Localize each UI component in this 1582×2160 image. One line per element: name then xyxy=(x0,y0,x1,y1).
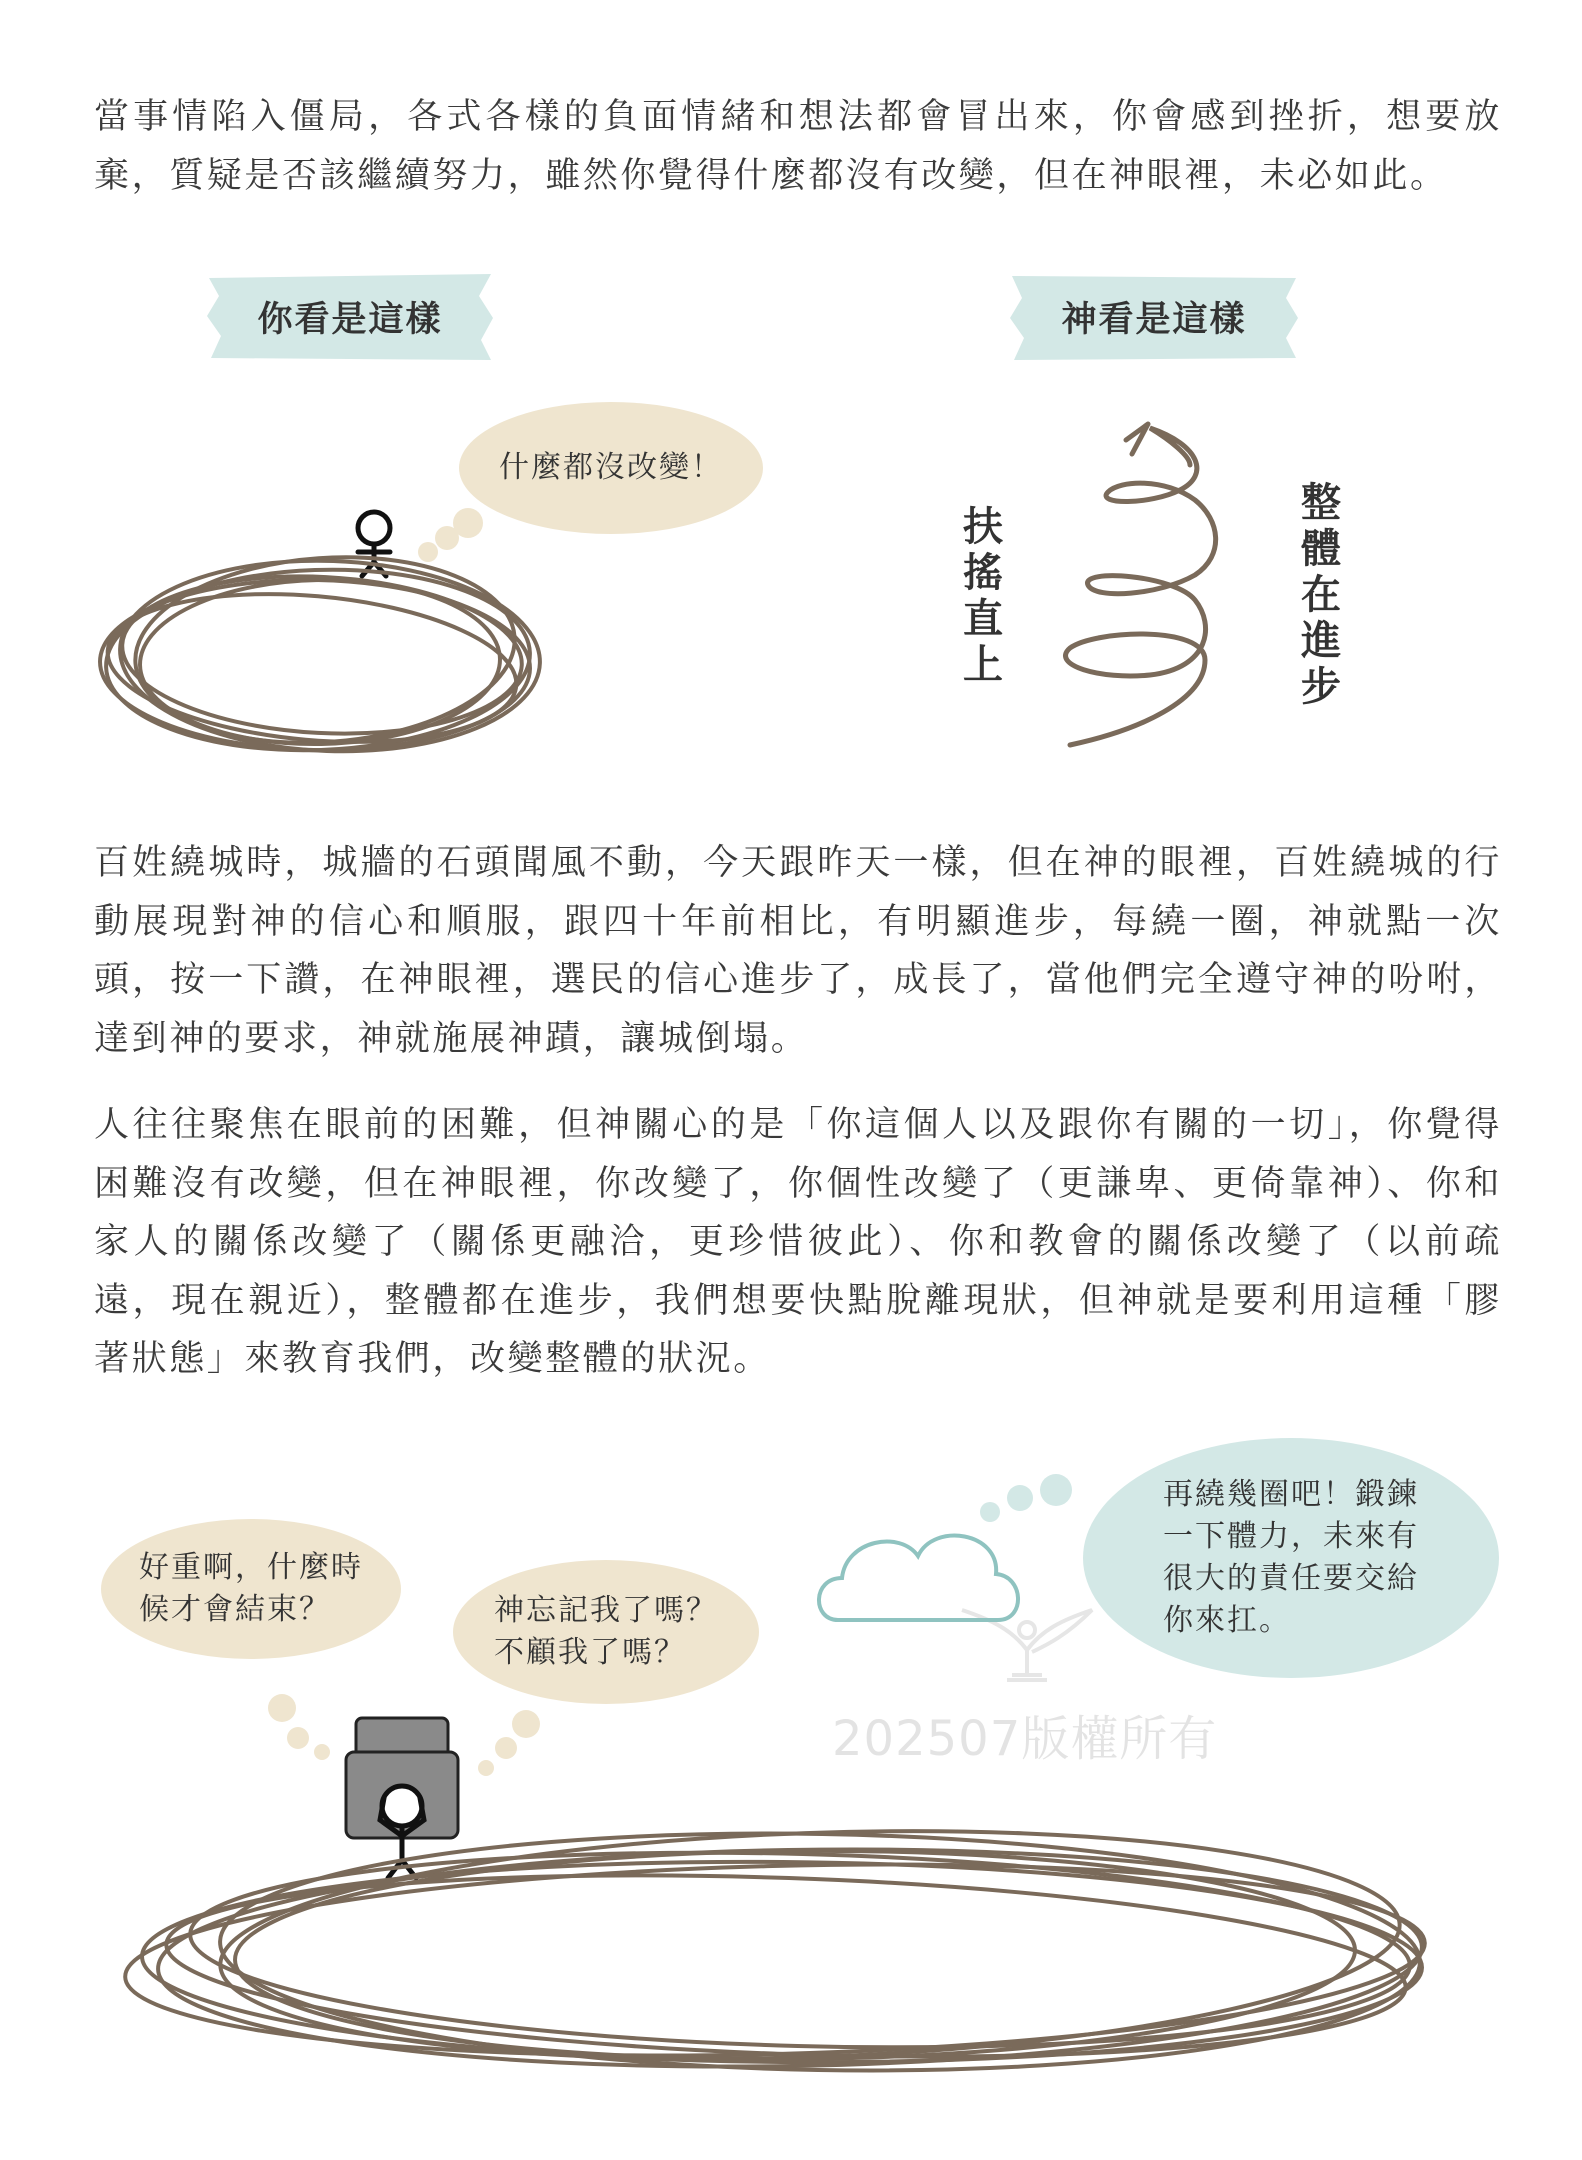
speech-bubble-forgotten xyxy=(452,1558,760,1706)
vertical-char: 步 xyxy=(1301,664,1341,710)
speech-bubble-no-change xyxy=(458,400,764,536)
vertical-char: 體 xyxy=(1301,526,1341,572)
scribble-circle-small xyxy=(99,545,544,758)
upward-spiral xyxy=(1065,424,1215,745)
label-you-see xyxy=(205,272,495,362)
thought-dot xyxy=(314,1744,330,1760)
vertical-char: 直 xyxy=(963,596,1003,642)
thought-dot xyxy=(495,1737,517,1759)
city-walk-paragraph: 百姓繞城時，城牆的石頭聞風不動，今天跟昨天一樣，但在神的眼裡，百姓繞城的行動展現對神的信心和順服，跟四十年前相比，有明顯進步，每繞一圈，神就點一次頭，按一下讚，在神眼裡，選民的信心進步了，成長了，當他們完全遵守神的吩咐，達到神的要求，神就施展神蹟，讓城倒塌。 xyxy=(94,843,1502,1059)
stick-figure-small xyxy=(358,512,390,576)
scribble-circle-large xyxy=(123,1812,1427,2080)
intro-paragraph: 當事情陷入僵局，各式各樣的負面情緒和想法都會冒出來，你會感到挫折，想要放棄，質疑是否該繼續努力，雖然你覺得什麼都沒有改變，但在神眼裡，未必如此。 xyxy=(94,97,1502,196)
copyright-watermark xyxy=(832,1700,1217,1769)
bubble-line: 好重啊，什麼時 xyxy=(139,1550,363,1585)
bubble-text: 什麼都沒改變！ xyxy=(499,450,723,485)
watermark-text: 202507版權所有 xyxy=(832,1711,1218,1767)
bubble-line: 神忘記我了嗎？ xyxy=(494,1593,718,1628)
label-you-see-text: 你看是這樣 xyxy=(257,300,443,340)
thought-dot xyxy=(268,1694,296,1722)
vertical-char: 上 xyxy=(963,642,1003,688)
speech-bubble-heavy xyxy=(100,1518,402,1660)
vertical-char: 進 xyxy=(1301,618,1341,664)
bubble-line: 你來扛。 xyxy=(1163,1603,1291,1638)
label-god-sees xyxy=(1008,272,1300,362)
bubble-line: 很大的責任要交給 xyxy=(1163,1561,1419,1596)
label-god-sees-text: 神看是這樣 xyxy=(1061,300,1247,340)
bubble-line: 一下體力，未來有 xyxy=(1163,1519,1419,1554)
thought-dot xyxy=(512,1710,540,1738)
vertical-text-soaring xyxy=(960,504,1006,688)
thought-dot xyxy=(980,1502,1000,1522)
thought-dot xyxy=(1007,1485,1033,1511)
thought-dot xyxy=(418,542,438,562)
thought-dot xyxy=(478,1760,494,1776)
vertical-char: 搖 xyxy=(963,550,1003,596)
vertical-text-progress xyxy=(1298,480,1344,710)
thought-dot xyxy=(435,526,459,550)
bubble-line: 再繞幾圈吧！鍛鍊 xyxy=(1163,1477,1419,1512)
vertical-char: 在 xyxy=(1301,572,1341,618)
thought-dot xyxy=(1040,1474,1072,1506)
speech-bubble-god xyxy=(1082,1436,1500,1680)
vertical-char: 整 xyxy=(1301,480,1341,526)
bubble-line: 候才會結束？ xyxy=(139,1592,331,1627)
eagle-icon xyxy=(952,1580,1102,1690)
vertical-char: 扶 xyxy=(963,504,1003,550)
bubble-line: 不顧我了嗎？ xyxy=(494,1635,686,1670)
stick-figure-carrying xyxy=(380,1786,424,1878)
heavy-box-icon xyxy=(346,1718,458,1838)
thought-dot xyxy=(287,1727,309,1749)
focus-paragraph: 人往往聚焦在眼前的困難，但神關心的是「你這個人以及跟你有關的一切」，你覺得困難沒有改變，但在神眼裡，你改變了，你個性改變了（更謙卑、更倚靠神）、你和家人的關係改變了（關係更融洽，更珍惜彼此）、你和教會的關係改變了（以前疏遠，現在親近），整體都在進步，我們想要快點脫離現狀，但神就是要利用這種「膠著狀態」來教育我們，改變整體的狀況。 xyxy=(94,1105,1502,1379)
